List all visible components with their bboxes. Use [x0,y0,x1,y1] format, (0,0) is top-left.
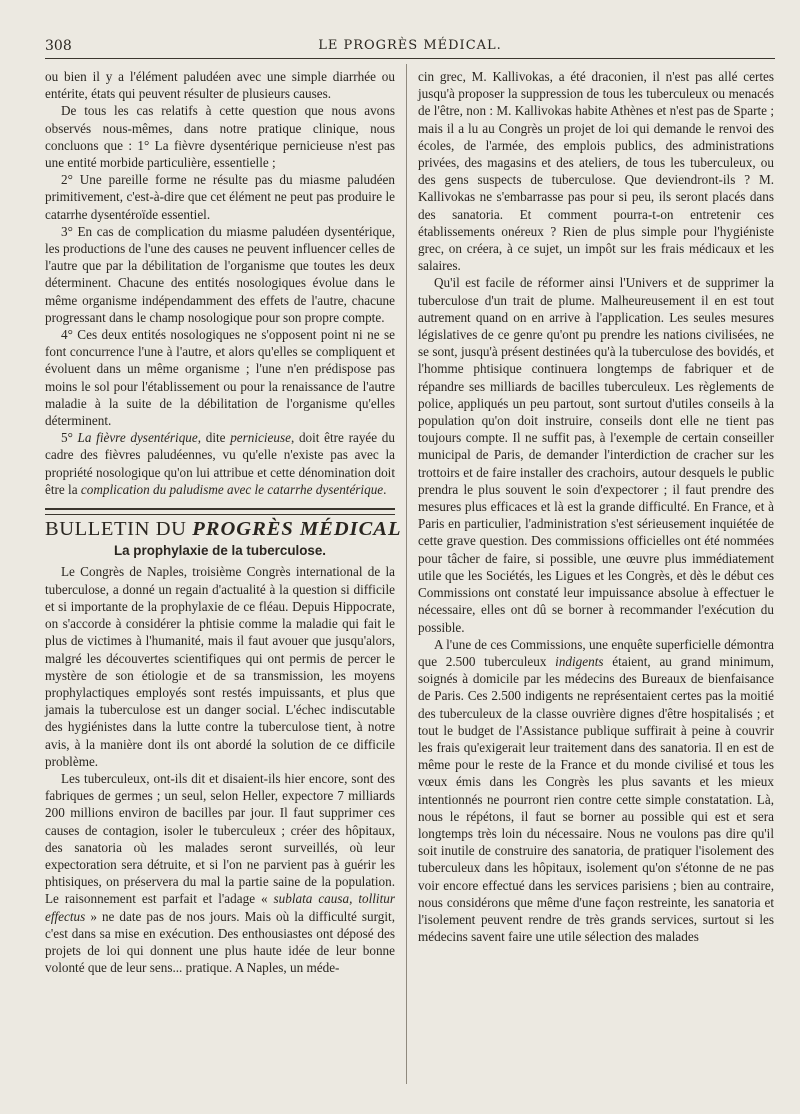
running-title: LE PROGRÈS MÉDICAL. [318,38,502,53]
section-double-rule [45,508,395,515]
paragraph: A l'une de ces Commissions, une enquête superficielle démontra que 2.500 tuberculeux indigents étaient, au grand minimum, soignés à domicile par les médecins des Bureaux de bienfaisance de Paris. Ces 2.500 indigents ne représentaient certes pas la moitié des tuberculeux de la classe ouvrière dignes d'être hospitalisés ; et tout le budget de l'Assistance publique suffirait à peine à couvrir les frais qu'exigerait leur traitement dans des sanatoria. Il en est de même pour le reste de la France et du monde civilisé et tous les vœux émis dans les Congrès les plus savants et les mieux intentionnés ne pourront rien contre cette simple constatation. Là, nous le répétons, il faut se borner au possible qui est et sera longtemps très loin du nécessaire. Nous ne voulons pas dire qu'il soit inutile de construire des sanatoria, de pratiquer l'isolement des tuberculeux dans les hôpitaux, isolement qu'on s'étonne de ne pas voir encore effectué dans les services parisiens ; bien au contraire, nous considérons que même d'une façon restreinte, les sanatoria et l'isolement peuvent rendre de très grands services, surtout si les médecins savent faire une utile sélection des malades [418,636,774,945]
left-column [45,68,402,976]
paragraph: cin grec, M. Kallivokas, a été draconien, il n'est pas allé certes jusqu'à proposer la suppression de tous les tuberculeux ou menacés de l'être, non : M. Kallivokas habite Athènes et n'est pas de Sparte ; mais il a lu au Congrès un projet de loi qui demande le renvoi des écoles, de l'armée, des emplois publics, des administrations privées, des magasins et des ateliers, de tous les tuberculeux, ou des gens suspects de tuberculose. Que deviendront-ils ? M. Kallivokas ne s'embarrasse pas pour si peu, ils seront placés dans des sanatoria. Et comment pourra-t-on entretenir ces établissements onéreux ? Rien de plus simple pour l'hygiéniste grec, on créera, à ce sujet, un impôt sur les frais médicaux et les salaires. [418,69,774,274]
paragraph: ou bien il y a l'élément paludéen avec une simple diarrhée ou entérite, états qui peuvent résulter de plusieurs causes. [45,69,395,102]
header-rule [45,58,775,59]
paragraph: 2° Une pareille forme ne résulte pas du miasme paludéen primitivement, c'est-à-dire que cet élément ne peut pas produire le catarrhe dysentéroïde essentiel. [45,172,395,222]
paragraph: 4° Ces deux entités nosologiques ne s'opposent point ni ne se font concurrence l'une à l'autre, et alors qu'elles se compliquent et évoluent dans un même organisme ; l'une n'en prédispose pas moins le sol pour l'établissement ou pour la renaissance de l'autre maladie à la suite de la débilitation de l'organisme qu'elles déterminent. [45,327,395,429]
bulletin-heading: BULLETIN DU PROGRÈS MÉDICAL [45,518,402,541]
paragraph: De tous les cas relatifs à cette question que nous avons observés nous-mêmes, dans notre pratique clinique, nous concluons que : 1° La fièvre dysentérique pernicieuse n'est pas une entité morbide particulière, essentielle ; [45,103,395,171]
article-title: La prophylaxie de la tuberculose. [113,543,327,559]
column-divider [406,64,407,1084]
paragraph-conclusion-5: 5° La fièvre dysentérique, dite pernicieuse, doit être rayée du cadre des fièvres paludéennes, vu qu'elle n'existe pas avec la propriété nosologique qu'on lui attribue et cette dénomination doit être la complication du paludisme avec le catarrhe dysentérique. [45,430,395,497]
page-number: 308 [45,38,72,54]
paragraph: Les tuberculeux, ont-ils dit et disaient-ils hier encore, sont des fabriques de germes ; un seul, selon Heller, expectore 7 milliards 200 millions environ de bacilles par jour. Il faut supprimer ces causes de contagion, isoler le tuberculeux ; créer des hôpitaux, des sanatoria où les malades seront surveillés, où leur expectoration sera détruite, et si l'on ne parvient pas à guérir les phtisiques, on préservera du mal la partie saine de la population. Le raisonnement est parfait et l'adage « sublata causa, tollitur effectus » ne date pas de nos jours. Mais où la difficulté surgit, c'est dans sa mise en exécution. Des enthousiastes ont déposé des projets de loi qui donnent une plus haute idée de leur bonne volonté que de leur sens... pratique. A Naples, un méde- [45,770,395,976]
page-header [45,34,775,58]
paragraph: Qu'il est facile de réformer ainsi l'Univers et de supprimer la tuberculose d'un trait de plume. Malheureusement il en est tout autrement quand on en arrive à l'application. Les seules mesures législatives de ce genre qu'ont pu prendre les nations civilisées, ne se sont, jusqu'à présent destinées qu'à la tuberculose des bovidés, et l'homme phtisique continuera longtemps de fabriquer et de répandre ses milliards de bacilles tuberculeux. Les règlements de police, appliqués un peu partout, sont surtout d'utiles conseils à la population qu'on doit instruire, conseils dont elle ne tient pas toujours compte. Il ne suffit pas, à l'exemple de certain conseiller municipal de Paris, de demander l'interdiction de cracher sur les trottoirs et de faire installer des crachoirs, autour desquels le public prendra le plus souvent le soin d'expectorer ; il faut prendre des mesures plus efficaces et là est la grande difficulté. En France, et à Paris en particulier, l'administration s'est sérieusement inquiétée de cette grave question. Des commissions officielles ont été nommées pour tâcher de faire, si possible, une œuvre plus immédiatement utile que les Sociétés, les Ligues et les Congrès, et dès le début ces Commissions ont constaté leur impuissance absolue à effectuer le nécessaire, elles ont dû se borner à recommander l'exécution du possible. [418,275,774,635]
paragraph: 3° En cas de complication du miasme paludéen dysentérique, les productions de l'une des causes ne peuvent influencer celles de l'autre que par la débilitation de l'organisme que toutes les deux déterminent. Chacune des entités nosologiques évolue dans le même organisme indépendamment des effets de l'autre, chacune progressant dans le champ nosologique pour son propre compte. [45,223,395,325]
paragraph: Le Congrès de Naples, troisième Congrès international de la tuberculose, a donné un regain d'actualité à la question si difficile et si importante de la prophylaxie de ce fléau. Depuis Hippocrate, on s'accorde à considérer la phtisie comme la maladie qui fait le plus de victimes à l'humanité, mais il faut avouer que jusqu'alors, malgré les découvertes scientifiques qui ont permis de percer le mystère de son étiologie et de sa transmission, les moyens prophylactiques employés sont restés impuissants, et plus que jamais la tuberculose est un danger social. L'échec indiscutable des hygiénistes dans la lutte contre la tuberculose tient, à notre avis, à la manière dont ils ont abordé la solution de ce difficile problème. [45,564,395,769]
right-column [418,68,774,945]
